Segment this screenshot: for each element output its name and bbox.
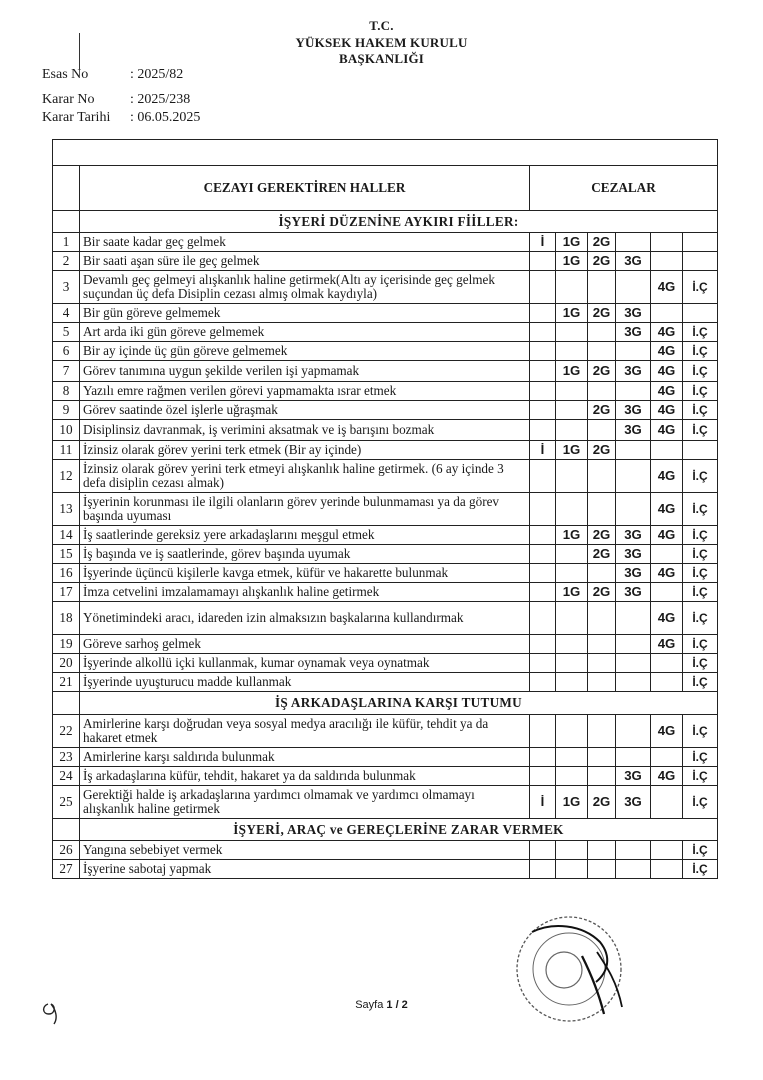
penalty-cell: 3G bbox=[616, 401, 651, 420]
offense-text: İşyerinde üçüncü kişilerle kavga etmek, küfür ve hakarette bulunmak bbox=[80, 564, 530, 583]
penalty-cell: 3G bbox=[616, 420, 651, 441]
table-row bbox=[53, 673, 718, 692]
penalty-cell bbox=[530, 342, 556, 361]
penalty-cell: İ.Ç bbox=[683, 545, 718, 564]
section-row bbox=[53, 211, 718, 233]
column-header-penalties: CEZALAR bbox=[530, 166, 718, 211]
penalty-cell bbox=[556, 382, 588, 401]
penalty-cell: İ bbox=[530, 441, 556, 460]
row-number: 27 bbox=[53, 860, 80, 879]
penalty-cell bbox=[616, 382, 651, 401]
penalty-cell: 2G bbox=[588, 441, 616, 460]
penalty-cell: 1G bbox=[556, 233, 588, 252]
penalty-cell: İ.Ç bbox=[683, 460, 718, 493]
row-number: 5 bbox=[53, 323, 80, 342]
penalty-cell bbox=[616, 602, 651, 635]
penalty-cell bbox=[616, 271, 651, 304]
penalty-cell: 2G bbox=[588, 401, 616, 420]
penalty-cell: 3G bbox=[616, 583, 651, 602]
meta-value: : 2025/238 bbox=[130, 92, 191, 107]
penalty-cell: İ.Ç bbox=[683, 673, 718, 692]
penalty-cell bbox=[530, 382, 556, 401]
penalty-cell: 4G bbox=[651, 767, 683, 786]
penalty-cell: 3G bbox=[616, 564, 651, 583]
offense-text: İş başında ve iş saatlerinde, görev başında uyumak bbox=[80, 545, 530, 564]
penalty-cell bbox=[530, 748, 556, 767]
penalty-cell: 4G bbox=[651, 401, 683, 420]
penalty-cell: İ.Ç bbox=[683, 786, 718, 819]
page-number: 1 / 2 bbox=[386, 999, 408, 1011]
penalty-cell: 4G bbox=[651, 493, 683, 526]
table-row bbox=[53, 635, 718, 654]
penalty-cell bbox=[556, 564, 588, 583]
offense-text: İzinsiz olarak görev yerini terk etmek (Bir ay içinde) bbox=[80, 441, 530, 460]
penalty-cell bbox=[588, 323, 616, 342]
offense-text: Disiplinsiz davranmak, iş verimini aksatmak ve iş barışını bozmak bbox=[80, 420, 530, 441]
penalty-cell bbox=[616, 715, 651, 748]
penalty-cell bbox=[651, 841, 683, 860]
table-row bbox=[53, 342, 718, 361]
meta-tarih bbox=[42, 109, 200, 127]
penalty-cell: 2G bbox=[588, 526, 616, 545]
penalty-cell bbox=[556, 493, 588, 526]
row-number: 11 bbox=[53, 441, 80, 460]
penalty-cell bbox=[616, 460, 651, 493]
penalty-cell: 1G bbox=[556, 526, 588, 545]
row-number: 14 bbox=[53, 526, 80, 545]
meta-label: Karar Tarihi bbox=[42, 110, 111, 125]
offense-text: Görev saatinde özel işlerle uğraşmak bbox=[80, 401, 530, 420]
offense-text: Amirlerine karşı doğrudan veya sosyal medya aracılığı ile küfür, tehdit ya da hakaret etmek bbox=[80, 715, 530, 748]
penalty-cell: İ.Ç bbox=[683, 564, 718, 583]
table-row bbox=[53, 271, 718, 304]
penalty-cell: 3G bbox=[616, 786, 651, 819]
penalty-cell: İ.Ç bbox=[683, 323, 718, 342]
penalty-cell bbox=[588, 673, 616, 692]
penalty-cell bbox=[588, 460, 616, 493]
row-number: 26 bbox=[53, 841, 80, 860]
penalty-cell bbox=[530, 564, 556, 583]
penalty-cell bbox=[616, 860, 651, 879]
offense-text: İzinsiz olarak görev yerini terk etmeyi alışkanlık haline getirmek. (6 ay içinde 3 defa disiplin cezası almak) bbox=[80, 460, 530, 493]
penalty-cell: 3G bbox=[616, 767, 651, 786]
table-row bbox=[53, 526, 718, 545]
penalty-cell: İ.Ç bbox=[683, 602, 718, 635]
penalty-cell bbox=[530, 635, 556, 654]
penalty-cell bbox=[616, 342, 651, 361]
row-number: 6 bbox=[53, 342, 80, 361]
penalty-cell: 4G bbox=[651, 271, 683, 304]
table-row bbox=[53, 323, 718, 342]
penalty-cell: 2G bbox=[588, 786, 616, 819]
penalty-cell: 1G bbox=[556, 441, 588, 460]
row-number: 25 bbox=[53, 786, 80, 819]
table-row bbox=[53, 564, 718, 583]
penalty-cell: 2G bbox=[588, 361, 616, 382]
table-row bbox=[53, 382, 718, 401]
penalty-cell bbox=[556, 420, 588, 441]
penalty-cell: 2G bbox=[588, 252, 616, 271]
penalty-cell bbox=[530, 841, 556, 860]
penalty-cell bbox=[530, 460, 556, 493]
penalty-cell: İ.Ç bbox=[683, 420, 718, 441]
penalty-cell bbox=[651, 673, 683, 692]
penalty-cell: İ bbox=[530, 233, 556, 252]
penalty-cell: 1G bbox=[556, 304, 588, 323]
penalty-cell: 4G bbox=[651, 382, 683, 401]
table-row bbox=[53, 767, 718, 786]
section-row bbox=[53, 819, 718, 841]
section-title: İŞ ARKADAŞLARINA KARŞI TUTUMU bbox=[80, 692, 718, 715]
penalty-cell bbox=[651, 252, 683, 271]
penalty-cell: İ.Ç bbox=[683, 767, 718, 786]
header-institution: YÜKSEK HAKEM KURULU bbox=[295, 35, 468, 50]
page-footer bbox=[0, 999, 763, 1011]
offense-text: Görev tanımına uygun şekilde verilen işi yapmamak bbox=[80, 361, 530, 382]
row-number: 18 bbox=[53, 602, 80, 635]
offense-text: Devamlı geç gelmeyi alışkanlık haline getirmek(Altı ay içerisinde geç gelmek suçundan üç defa Disiplin cezası almış olmak kaydıyla) bbox=[80, 271, 530, 304]
meta-karar bbox=[42, 91, 190, 109]
table-row bbox=[53, 420, 718, 441]
penalty-cell bbox=[556, 748, 588, 767]
table-row bbox=[53, 233, 718, 252]
penalty-cell bbox=[530, 252, 556, 271]
penalty-cell bbox=[683, 233, 718, 252]
penalty-cell: İ.Ç bbox=[683, 361, 718, 382]
offense-text: Amirlerine karşı saldırıda bulunmak bbox=[80, 748, 530, 767]
penalty-cell: 3G bbox=[616, 545, 651, 564]
row-number: 16 bbox=[53, 564, 80, 583]
penalty-cell bbox=[556, 767, 588, 786]
penalty-cell: İ.Ç bbox=[683, 654, 718, 673]
penalty-cell bbox=[556, 323, 588, 342]
penalty-cell bbox=[530, 583, 556, 602]
penalty-cell bbox=[530, 654, 556, 673]
penalty-cell bbox=[530, 715, 556, 748]
penalty-cell: İ bbox=[530, 786, 556, 819]
offense-text: İşyerinin korunması ile ilgili olanların görev yerinde bulunmaması ya da görev başında uyuması bbox=[80, 493, 530, 526]
penalty-cell bbox=[556, 654, 588, 673]
table-row bbox=[53, 786, 718, 819]
penalty-cell: 1G bbox=[556, 252, 588, 271]
penalty-cell bbox=[530, 493, 556, 526]
penalty-cell bbox=[556, 841, 588, 860]
penalty-cell bbox=[530, 271, 556, 304]
row-number: 13 bbox=[53, 493, 80, 526]
penalty-cell bbox=[530, 526, 556, 545]
penalty-cell bbox=[651, 233, 683, 252]
table-row bbox=[53, 441, 718, 460]
penalty-cell bbox=[556, 635, 588, 654]
penalty-cell bbox=[530, 361, 556, 382]
penalty-cell: 4G bbox=[651, 420, 683, 441]
header-presidency: BAŞKANLIĞI bbox=[338, 51, 425, 66]
offense-text: İmza cetvelini imzalamamayı alışkanlık haline getirmek bbox=[80, 583, 530, 602]
penalty-cell bbox=[588, 602, 616, 635]
row-number: 7 bbox=[53, 361, 80, 382]
penalty-cell bbox=[588, 382, 616, 401]
penalty-cell: İ.Ç bbox=[683, 860, 718, 879]
penalty-cell bbox=[616, 441, 651, 460]
penalty-cell bbox=[651, 786, 683, 819]
penalty-cell bbox=[588, 841, 616, 860]
penalty-table bbox=[52, 139, 718, 879]
penalty-cell bbox=[588, 342, 616, 361]
meta-esas bbox=[42, 66, 183, 84]
penalty-cell bbox=[588, 767, 616, 786]
penalty-cell: İ.Ç bbox=[683, 715, 718, 748]
penalty-cell bbox=[616, 841, 651, 860]
penalty-cell: İ.Ç bbox=[683, 841, 718, 860]
penalty-cell: 3G bbox=[616, 304, 651, 323]
penalty-cell bbox=[556, 460, 588, 493]
table-row bbox=[53, 715, 718, 748]
penalty-cell bbox=[530, 323, 556, 342]
penalty-cell: 1G bbox=[556, 361, 588, 382]
penalty-cell: İ.Ç bbox=[683, 526, 718, 545]
penalty-cell bbox=[683, 441, 718, 460]
offense-text: Bir gün göreve gelmemek bbox=[80, 304, 530, 323]
penalty-cell bbox=[530, 420, 556, 441]
row-number: 19 bbox=[53, 635, 80, 654]
table-header-row bbox=[53, 166, 718, 211]
penalty-cell bbox=[588, 271, 616, 304]
table-row bbox=[53, 841, 718, 860]
penalty-cell bbox=[683, 252, 718, 271]
penalty-cell bbox=[588, 493, 616, 526]
penalty-cell: 4G bbox=[651, 564, 683, 583]
section-row bbox=[53, 692, 718, 715]
table-row bbox=[53, 252, 718, 271]
penalty-cell bbox=[588, 748, 616, 767]
penalty-cell: 4G bbox=[651, 715, 683, 748]
table-row bbox=[53, 361, 718, 382]
penalty-cell: 3G bbox=[616, 323, 651, 342]
offense-text: Bir saate kadar geç gelmek bbox=[80, 233, 530, 252]
table-row bbox=[53, 748, 718, 767]
offense-text: Gerektiği halde iş arkadaşlarına yardımcı olmamak ve yardımcı olmamayı alışkanlık haline getirmek bbox=[80, 786, 530, 819]
penalty-cell bbox=[556, 401, 588, 420]
penalty-cell bbox=[651, 860, 683, 879]
penalty-cell bbox=[530, 401, 556, 420]
table-row bbox=[53, 545, 718, 564]
penalty-cell: İ.Ç bbox=[683, 493, 718, 526]
table-row bbox=[53, 460, 718, 493]
offense-text: İşyerine sabotaj yapmak bbox=[80, 860, 530, 879]
section-title: İŞYERİ DÜZENİNE AYKIRI FİİLLER: bbox=[80, 211, 718, 233]
penalty-cell bbox=[588, 654, 616, 673]
penalty-cell: 4G bbox=[651, 526, 683, 545]
penalty-cell: 2G bbox=[588, 233, 616, 252]
penalty-cell bbox=[616, 635, 651, 654]
penalty-cell bbox=[556, 673, 588, 692]
penalty-cell: 4G bbox=[651, 460, 683, 493]
offense-text: İşyerinde uyuşturucu madde kullanmak bbox=[80, 673, 530, 692]
row-number: 23 bbox=[53, 748, 80, 767]
row-number: 15 bbox=[53, 545, 80, 564]
meta-value: : 2025/82 bbox=[130, 67, 184, 82]
penalty-cell bbox=[616, 654, 651, 673]
penalty-cell bbox=[588, 715, 616, 748]
penalty-cell bbox=[588, 635, 616, 654]
penalty-cell: 1G bbox=[556, 583, 588, 602]
penalty-cell bbox=[556, 271, 588, 304]
penalty-cell bbox=[530, 860, 556, 879]
row-number: 24 bbox=[53, 767, 80, 786]
penalty-cell bbox=[651, 654, 683, 673]
penalty-cell: 2G bbox=[588, 545, 616, 564]
row-number: 8 bbox=[53, 382, 80, 401]
penalty-cell bbox=[588, 420, 616, 441]
penalty-cell: 4G bbox=[651, 602, 683, 635]
penalty-cell bbox=[556, 860, 588, 879]
penalty-cell bbox=[616, 748, 651, 767]
table-row bbox=[53, 401, 718, 420]
penalty-cell bbox=[616, 493, 651, 526]
meta-value: : 06.05.2025 bbox=[130, 110, 201, 125]
row-number: 22 bbox=[53, 715, 80, 748]
penalty-cell: 3G bbox=[616, 526, 651, 545]
penalty-cell: İ.Ç bbox=[683, 583, 718, 602]
penalty-cell bbox=[651, 441, 683, 460]
row-number: 3 bbox=[53, 271, 80, 304]
row-number: 2 bbox=[53, 252, 80, 271]
penalty-cell: 2G bbox=[588, 583, 616, 602]
row-number: 4 bbox=[53, 304, 80, 323]
penalty-cell: İ.Ç bbox=[683, 382, 718, 401]
penalty-cell bbox=[530, 673, 556, 692]
table-row bbox=[53, 304, 718, 323]
penalty-cell: İ.Ç bbox=[683, 401, 718, 420]
table-row bbox=[53, 602, 718, 635]
penalty-cell bbox=[556, 545, 588, 564]
penalty-cell bbox=[556, 602, 588, 635]
column-header-cases: CEZAYI GEREKTİREN HALLER bbox=[80, 166, 530, 211]
table-row bbox=[53, 583, 718, 602]
penalty-cell bbox=[556, 342, 588, 361]
offense-text: İş saatlerinde gereksiz yere arkadaşlarını meşgul etmek bbox=[80, 526, 530, 545]
row-number: 17 bbox=[53, 583, 80, 602]
penalty-cell bbox=[556, 715, 588, 748]
penalty-cell: 4G bbox=[651, 361, 683, 382]
header-tc: T.C. bbox=[369, 18, 394, 33]
penalty-table-body bbox=[53, 140, 718, 879]
penalty-cell: İ.Ç bbox=[683, 748, 718, 767]
offense-text: Göreve sarhoş gelmek bbox=[80, 635, 530, 654]
penalty-cell: 4G bbox=[651, 635, 683, 654]
meta-label: Esas No bbox=[42, 67, 89, 82]
meta-label: Karar No bbox=[42, 92, 95, 107]
offense-text: Bir saati aşan süre ile geç gelmek bbox=[80, 252, 530, 271]
penalty-cell: 4G bbox=[651, 342, 683, 361]
penalty-cell: İ.Ç bbox=[683, 271, 718, 304]
penalty-cell: 1G bbox=[556, 786, 588, 819]
table-top-row bbox=[53, 140, 718, 166]
penalty-cell bbox=[683, 304, 718, 323]
penalty-cell bbox=[616, 673, 651, 692]
row-number: 10 bbox=[53, 420, 80, 441]
offense-text: Yangına sebebiyet vermek bbox=[80, 841, 530, 860]
table-row bbox=[53, 493, 718, 526]
offense-text: Yazılı emre rağmen verilen görevi yapmamakta ısrar etmek bbox=[80, 382, 530, 401]
row-number: 1 bbox=[53, 233, 80, 252]
offense-text: İşyerinde alkollü içki kullanmak, kumar oynamak veya oynatmak bbox=[80, 654, 530, 673]
penalty-cell bbox=[616, 233, 651, 252]
penalty-cell: İ.Ç bbox=[683, 342, 718, 361]
penalty-cell bbox=[588, 564, 616, 583]
row-number: 20 bbox=[53, 654, 80, 673]
penalty-cell bbox=[651, 583, 683, 602]
table-row bbox=[53, 860, 718, 879]
penalty-cell bbox=[588, 860, 616, 879]
penalty-cell: 3G bbox=[616, 361, 651, 382]
penalty-cell bbox=[651, 748, 683, 767]
table-row bbox=[53, 654, 718, 673]
offense-text: Art arda iki gün göreve gelmemek bbox=[80, 323, 530, 342]
penalty-cell bbox=[530, 545, 556, 564]
offense-text: Bir ay içinde üç gün göreve gelmemek bbox=[80, 342, 530, 361]
offense-text: İş arkadaşlarına küfür, tehdit, hakaret ya da saldırıda bulunmak bbox=[80, 767, 530, 786]
row-number: 21 bbox=[53, 673, 80, 692]
penalty-cell bbox=[651, 304, 683, 323]
row-number: 12 bbox=[53, 460, 80, 493]
penalty-cell: 4G bbox=[651, 323, 683, 342]
penalty-cell: 3G bbox=[616, 252, 651, 271]
penalty-cell: 2G bbox=[588, 304, 616, 323]
penalty-cell bbox=[530, 767, 556, 786]
section-title: İŞYERİ, ARAÇ ve GEREÇLERİNE ZARAR VERMEK bbox=[80, 819, 718, 841]
penalty-cell bbox=[530, 304, 556, 323]
offense-text: Yönetimindeki aracı, idareden izin almaksızın başkalarına kullandırmak bbox=[80, 602, 530, 635]
penalty-cell bbox=[651, 545, 683, 564]
row-number: 9 bbox=[53, 401, 80, 420]
penalty-cell: İ.Ç bbox=[683, 635, 718, 654]
penalty-cell bbox=[530, 602, 556, 635]
page-label: Sayfa bbox=[355, 999, 384, 1011]
